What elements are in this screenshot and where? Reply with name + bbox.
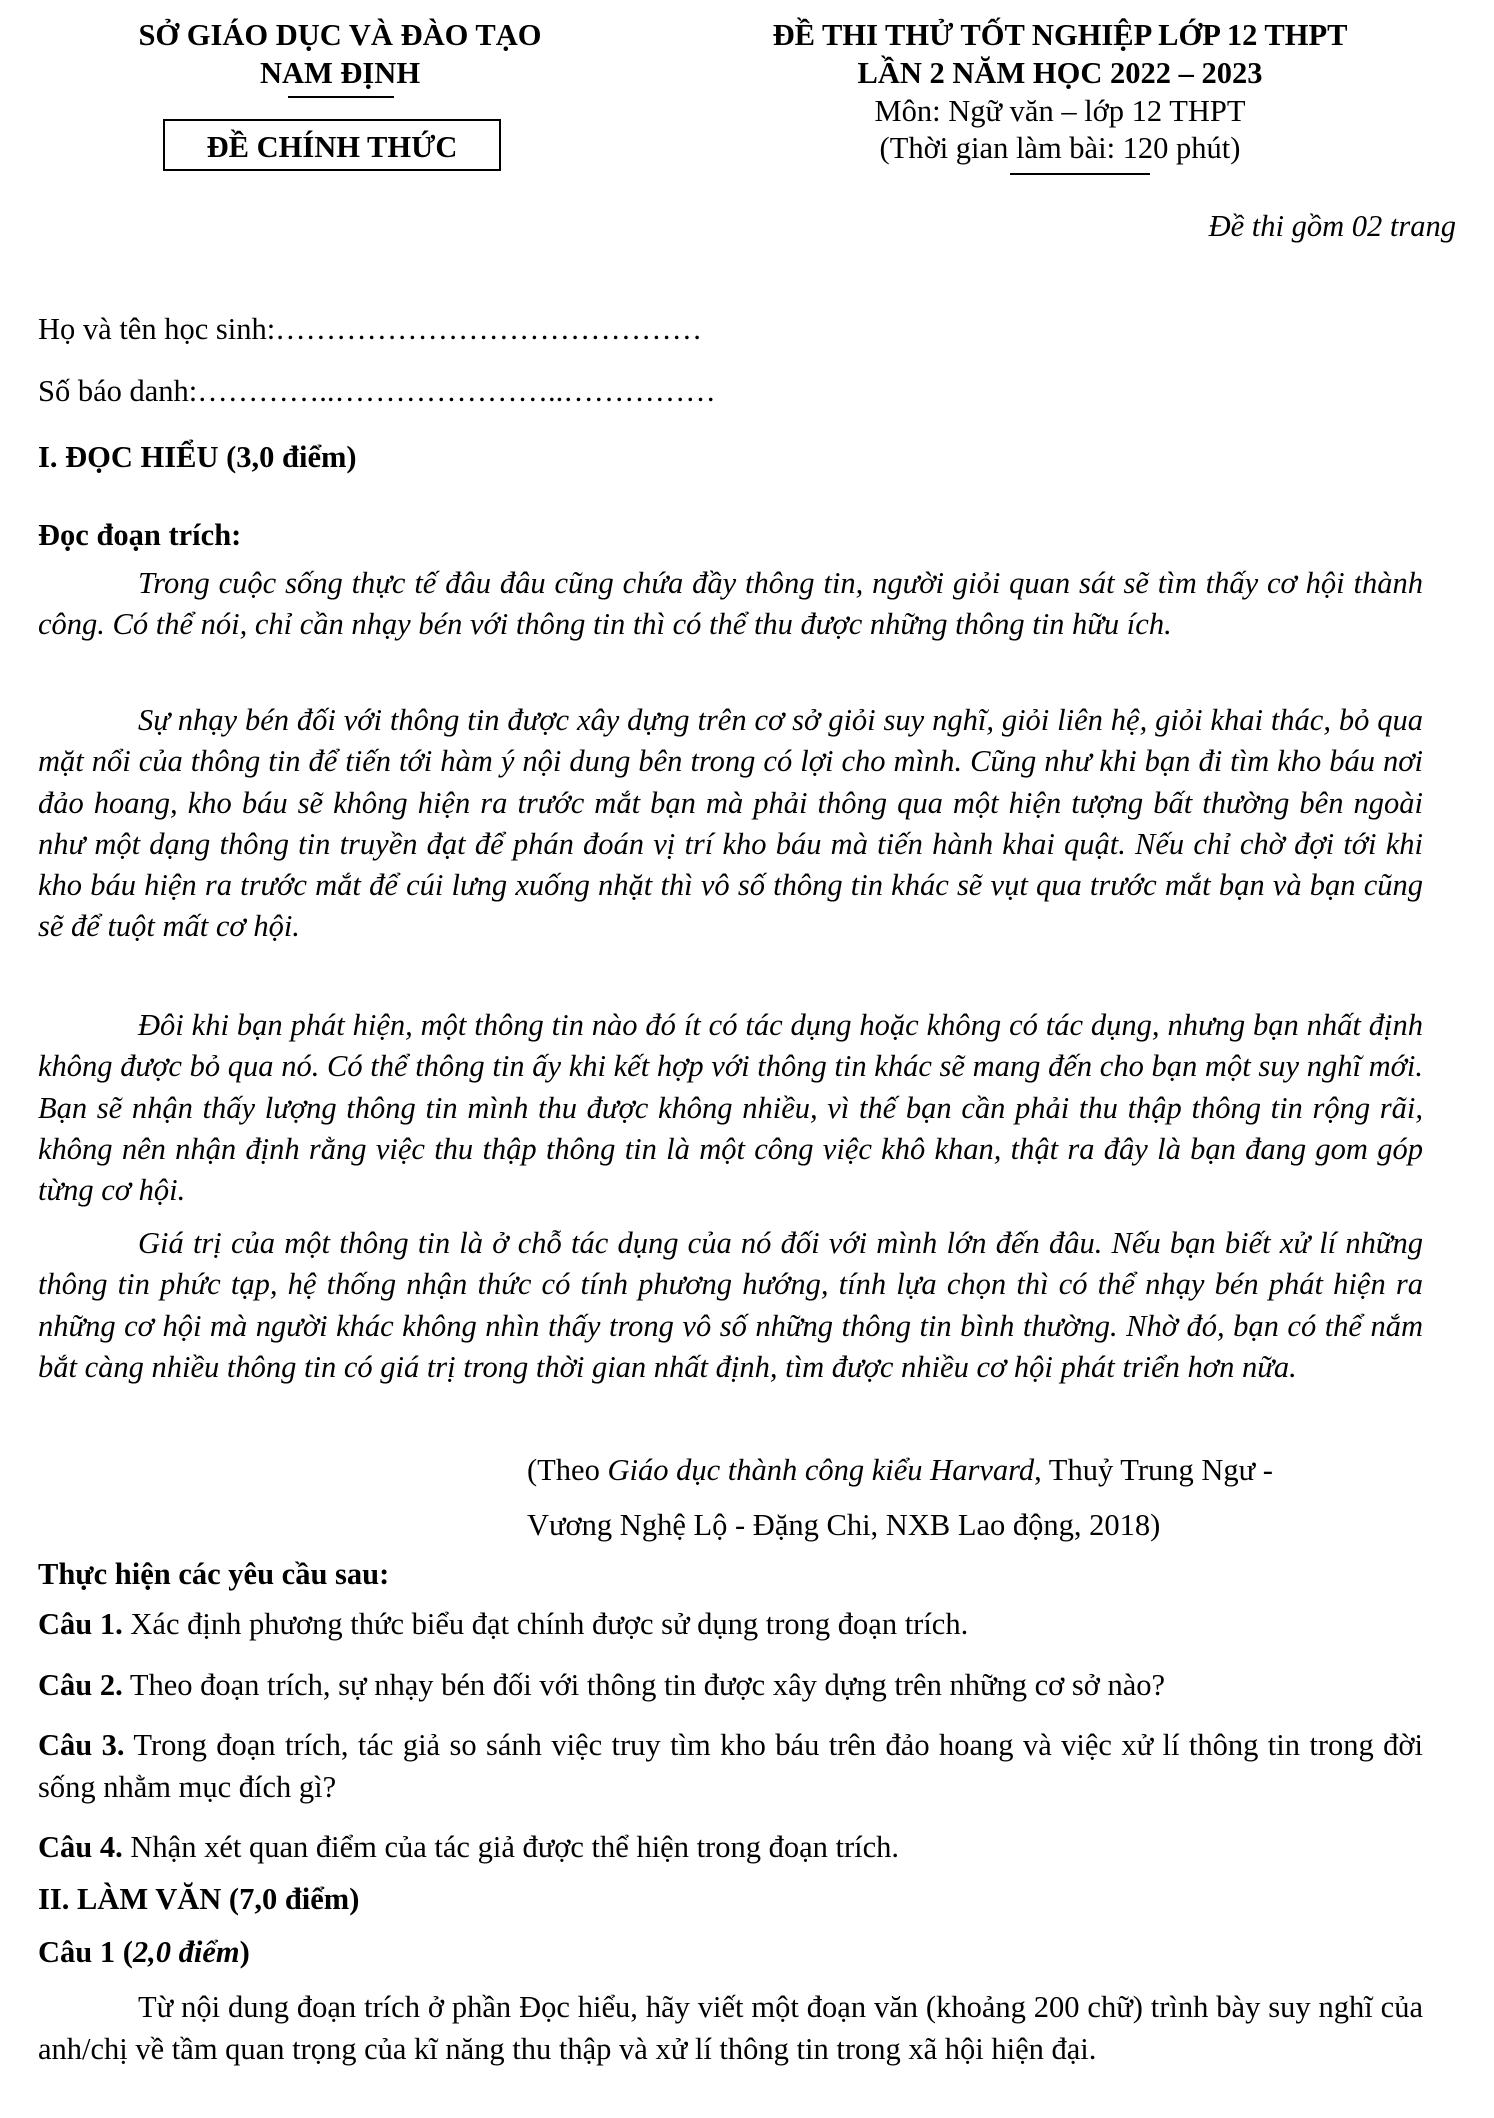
question-3 <box>38 1724 1423 1808</box>
question-1 <box>38 1603 1423 1645</box>
question-4-text: Nhận xét quan điểm của tác giả được thể hiện trong đoạn trích. <box>122 1830 900 1864</box>
question-2 <box>38 1664 1423 1706</box>
question-1-label: Câu 1. <box>38 1607 123 1641</box>
question-1-text: Xác định phương thức biểu đạt chính được sử dụng trong đoạn trích. <box>122 1607 969 1641</box>
exam-session: LẦN 2 NĂM HỌC 2022 – 2023 <box>857 56 1263 90</box>
excerpt-paragraph-1: Trong cuộc sống thực tế đâu đâu cũng chứa đầy thông tin, người giỏi quan sát sẽ tìm thấy cơ hội thành công. Có thể nói, chỉ cần nhạy bén với thông tin thì có thể thu được những thông tin hữu ích. <box>38 566 1423 642</box>
question-4-label: Câu 4. <box>38 1830 123 1864</box>
question-2-text: Theo đoạn trích, sự nhạy bén đối với thông tin được xây dựng trên những cơ sở nào? <box>122 1668 1166 1702</box>
excerpt-paragraph-2: Sự nhạy bén đối với thông tin được xây dựng trên cơ sở giỏi suy nghĩ, giỏi liên hệ, giỏi khai thác, bỏ qua mặt nổi của thông tin để tiến tới hàm ý nội dung bên trong có lợi cho mình. Cũng như khi bạn đi tìm kho báu nơi đảo hoang, kho báu sẽ không hiện ra trước mắt bạn mà phải thông qua một hiện tượng bất thường bên ngoài như một dạng thông tin truyền đạt để phán đoán vị trí kho báu mà tiến hành khai quật. Nếu chỉ chờ đợi tới khi kho báu hiện ra trước mắt để cúi lưng xuống nhặt thì vô số thông tin khác sẽ vụt qua trước mắt bạn và bạn cũng sẽ để tuột mất cơ hội. <box>38 703 1423 944</box>
exam-subject: Môn: Ngữ văn – lớp 12 THPT <box>874 94 1246 128</box>
essay-q1-points: 2,0 điểm <box>132 1935 240 1969</box>
essay-q1-close: ) <box>239 1935 250 1969</box>
pages-note: Đề thi gồm 02 trang <box>1208 209 1456 243</box>
section2-title: II. LÀM VĂN (7,0 điểm) <box>38 1882 360 1916</box>
official-exam-box: ĐỀ CHÍNH THỨC <box>163 119 501 171</box>
exam-time: (Thời gian làm bài: 120 phút) <box>879 131 1241 165</box>
province-name: NAM ĐỊNH <box>259 56 421 90</box>
source-authors: , Thuỷ Trung Ngư - <box>1034 1453 1273 1487</box>
question-2-label: Câu 2. <box>38 1668 123 1702</box>
essay-question-1-heading <box>38 1935 250 1970</box>
department-name: SỞ GIÁO DỤC VÀ ĐÀO TẠO <box>138 18 542 52</box>
excerpt-paragraph-3: Đôi khi bạn phát hiện, một thông tin nào đó ít có tác dụng hoặc không có tác dụng, nhưng bạn nhất định không được bỏ qua nó. Có thể thông tin ấy khi kết hợp với thông tin khác sẽ mang đến cho bạn một suy nghĩ mới. Bạn sẽ nhận thấy lượng thông tin mình thu được không nhiều, vì thế bạn cần phải thu thập thông tin rộng rãi, không nên nhận định rằng việc thu thập thông tin là một công việc khô khan, thật ra đây là bạn đang gom góp từng cơ hội. <box>38 1008 1423 1208</box>
header-left-underline <box>288 96 394 98</box>
student-id-line: Số báo danh:…………..…………………..…………… <box>38 374 716 408</box>
tasks-label: Thực hiện các yêu cầu sau: <box>38 1557 390 1591</box>
source-citation-line2: Vương Nghệ Lộ - Đặng Chi, NXB Lao động, 2018) <box>527 1508 1161 1542</box>
question-3-label: Câu 3. <box>38 1728 125 1762</box>
header-right-underline <box>1010 173 1150 175</box>
exam-title: ĐỀ THI THỬ TỐT NGHIỆP LỚP 12 THPT <box>772 18 1348 52</box>
read-label: Đọc đoạn trích: <box>38 518 242 552</box>
section1-title: I. ĐỌC HIỂU (3,0 điểm) <box>38 440 357 474</box>
source-citation-line1 <box>527 1453 1273 1488</box>
source-prefix: (Theo <box>527 1453 608 1487</box>
excerpt-paragraph-4: Giá trị của một thông tin là ở chỗ tác dụng của nó đối với mình lớn đến đâu. Nếu bạn biết xử lí những thông tin phức tạp, hệ thống nhận thức có tính phương hướng, tính lựa chọn thì có thể nhạy bén phát hiện ra những cơ hội mà người khác không nhìn thấy trong vô số những thông tin bình thường. Nhờ đó, bạn có thể nắm bắt càng nhiều thông tin có giá trị trong thời gian nhất định, tìm được nhiều cơ hội phát triển hơn nữa. <box>38 1226 1423 1384</box>
question-3-text: Trong đoạn trích, tác giả so sánh việc truy tìm kho báu trên đảo hoang và việc xử lí thông tin trong đời sống nhằm mục đích gì? <box>38 1728 1423 1804</box>
essay-q1-label: Câu 1 ( <box>38 1935 133 1969</box>
student-name-line: Họ và tên học sinh:…………………………………… <box>38 312 703 346</box>
source-book-title: Giáo dục thành công kiểu Harvard <box>607 1453 1035 1487</box>
essay-question-1-text: Từ nội dung đoạn trích ở phần Đọc hiểu, hãy viết một đoạn văn (khoảng 200 chữ) trình bày suy nghĩ của anh/chị về tầm quan trọng của kĩ năng thu thập và xử lí thông tin trong xã hội hiện đại. <box>38 1990 1423 2066</box>
question-4 <box>38 1826 1423 1868</box>
